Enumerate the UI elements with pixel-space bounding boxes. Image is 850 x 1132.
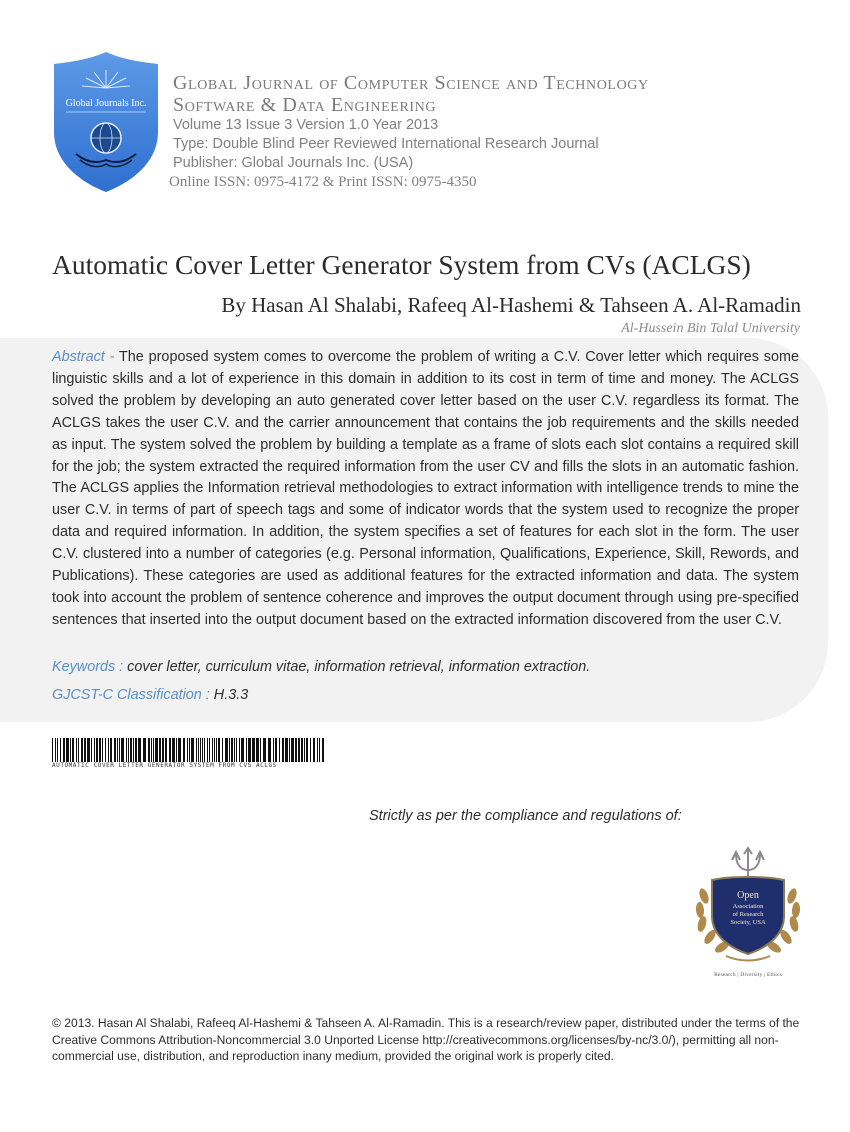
journal-volume: Volume 13 Issue 3 Version 1.0 Year 2013 bbox=[173, 117, 439, 133]
abstract-label: Abstract - bbox=[52, 349, 115, 365]
barcode-bar bbox=[260, 738, 261, 762]
journal-publisher: Publisher: Global Journals Inc. (USA) bbox=[173, 155, 414, 171]
barcode-bar bbox=[148, 738, 150, 762]
barcode-bar bbox=[121, 738, 124, 762]
barcode-bar bbox=[91, 738, 92, 762]
barcode-bar bbox=[130, 738, 132, 762]
logo-text: Global Journals Inc. bbox=[65, 98, 147, 109]
barcode-bar bbox=[282, 738, 284, 762]
barcode-bar bbox=[84, 738, 86, 762]
barcode-bar bbox=[52, 738, 53, 762]
barcode-bar bbox=[165, 738, 167, 762]
barcode-bar bbox=[99, 738, 101, 762]
trident-icon bbox=[732, 848, 764, 876]
barcode-bar bbox=[225, 738, 228, 762]
compliance-statement: Strictly as per the compliance and regulations of: bbox=[369, 808, 682, 824]
barcode-bar bbox=[135, 738, 137, 762]
abstract-body: The proposed system comes to overcome the problem of writing a C.V. Cover letter which requires some linguistic skills and a lot of experience in this domain in addition to its cost in term of time and money. The ACLGS solved the problem by developing an auto generated cover letter based on the user C.V. regardless its format. The ACLGS takes the user C.V. and the carrier announcement that contains the job requirements and the skills needed as input. The system solved the problem by building a template as a frame of slots each slot contains a required skill for the job; the system extracted the required information from the user CV and fills the slots in an automatic fashion. The ACLGS applies the Information retrieval methodologies to extract information with intelligence trends to mine the user C.V. in terms of part of speech tags and some of indicator words that the system used to recognize the proper data and required information. In addition, the system specifies a set of features for each slot in the form. The user C.V. clustered into a number of categories (e.g. Personal information, Qualifications, Experience, Skill, Rewords, and Publications). These categories are used as additional features for the extracted information and data. The system took into account the problem of sentence coherence and improves the output document through using pre-specified sentences that inserted into the output document based on the extracted information discovered from the user C.V. bbox=[52, 349, 799, 628]
journal-logo bbox=[52, 50, 160, 194]
seal-line4: Society, USA bbox=[730, 919, 766, 926]
barcode-bar bbox=[317, 738, 318, 762]
barcode-bar bbox=[94, 738, 95, 762]
keywords-value: cover letter, curriculum vitae, information retrieval, information extraction. bbox=[123, 659, 591, 675]
barcode-caption: AUTOMATIC COVER LETTER GENERATOR SYSTEM FROM CVS ACLGS bbox=[52, 762, 277, 769]
barcode-bar bbox=[138, 738, 141, 762]
barcode-bar bbox=[191, 738, 194, 762]
barcode-bar bbox=[252, 738, 255, 762]
barcode-bar bbox=[207, 738, 208, 762]
barcode-bar bbox=[298, 738, 300, 762]
barcode-bar bbox=[301, 738, 303, 762]
barcode-bar bbox=[78, 738, 79, 762]
barcode-bar bbox=[218, 738, 220, 762]
barcode-bar bbox=[126, 738, 127, 762]
barcode-bar bbox=[279, 738, 280, 762]
oars-tagline: Research | Diversity | Ethics bbox=[714, 972, 782, 978]
barcode-bar bbox=[234, 738, 235, 762]
barcode-bar bbox=[196, 738, 197, 762]
barcode-bar bbox=[222, 738, 223, 762]
journal-title-line1: Global Journal of Computer Science and Technology bbox=[173, 72, 649, 94]
barcode-bar bbox=[143, 738, 146, 762]
barcode-bar bbox=[110, 738, 112, 762]
barcode-bar bbox=[229, 738, 230, 762]
barcode-bar bbox=[214, 738, 215, 762]
barcode-bar bbox=[289, 738, 290, 762]
barcode-bar bbox=[169, 738, 171, 762]
barcode-bar bbox=[72, 738, 74, 762]
barcode-bar bbox=[55, 738, 56, 762]
barcode-bar bbox=[285, 738, 288, 762]
barcode-bar bbox=[155, 738, 158, 762]
barcode-bar bbox=[319, 738, 320, 762]
barcode-bar bbox=[117, 738, 118, 762]
barcode-bar bbox=[304, 738, 305, 762]
classification-label: GJCST-C Classification : bbox=[52, 687, 210, 703]
barcode-bar bbox=[183, 738, 185, 762]
paper-authors: By Hasan Al Shalabi, Rafeeq Al-Hashemi & Tahseen A. Al-Ramadin bbox=[221, 293, 801, 317]
keywords bbox=[52, 659, 590, 675]
barcode-bar bbox=[295, 738, 297, 762]
barcode-bar bbox=[268, 738, 271, 762]
barcode-bar bbox=[313, 738, 315, 762]
barcode-bar bbox=[176, 738, 177, 762]
barcode-bar bbox=[256, 738, 259, 762]
barcode-bar bbox=[128, 738, 129, 762]
barcode-bar bbox=[178, 738, 181, 762]
barcode-bar bbox=[209, 738, 210, 762]
classification bbox=[52, 687, 248, 703]
journal-title-line2: Software & Data Engineering bbox=[173, 94, 437, 116]
barcode-bar bbox=[60, 738, 61, 762]
barcode-bar bbox=[159, 738, 161, 762]
seal-line1: Open bbox=[737, 890, 759, 901]
abstract bbox=[52, 347, 799, 632]
barcode-bar bbox=[212, 738, 213, 762]
barcode-bar bbox=[275, 738, 277, 762]
barcode-bar bbox=[153, 738, 154, 762]
barcode-bar bbox=[102, 738, 103, 762]
barcode-bar bbox=[108, 738, 109, 762]
barcode-bar bbox=[81, 738, 83, 762]
paper-title: Automatic Cover Letter Generator System from CVs (ACLGS) bbox=[52, 249, 751, 280]
barcode-bar bbox=[187, 738, 188, 762]
barcode-bar bbox=[133, 738, 134, 762]
barcode-bar bbox=[63, 738, 65, 762]
barcode-bar bbox=[241, 738, 244, 762]
barcode-bar bbox=[202, 738, 203, 762]
barcode-bar bbox=[57, 738, 58, 762]
barcode-bar bbox=[306, 738, 308, 762]
journal-type: Type: Double Blind Peer Reviewed International Research Journal bbox=[173, 136, 599, 152]
barcode-bar bbox=[204, 738, 205, 762]
barcode-bar bbox=[273, 738, 274, 762]
barcode-bar bbox=[239, 738, 240, 762]
barcode-bar bbox=[263, 738, 266, 762]
barcode-bar bbox=[76, 738, 77, 762]
barcode-bar bbox=[310, 738, 311, 762]
barcode-bar bbox=[96, 738, 98, 762]
barcode bbox=[52, 738, 326, 762]
barcode-bar bbox=[246, 738, 247, 762]
barcode-bar bbox=[119, 738, 120, 762]
barcode-bar bbox=[87, 738, 90, 762]
barcode-bar bbox=[216, 738, 217, 762]
paper-affiliation: Al-Hussein Bin Talal University bbox=[621, 321, 800, 336]
barcode-bar bbox=[70, 738, 71, 762]
classification-value: H.3.3 bbox=[209, 687, 249, 703]
barcode-bar bbox=[151, 738, 152, 762]
barcode-bar bbox=[248, 738, 251, 762]
barcode-bar bbox=[322, 738, 324, 762]
barcode-bar bbox=[236, 738, 237, 762]
seal-line3: of Research bbox=[732, 911, 764, 918]
barcode-bar bbox=[291, 738, 294, 762]
journal-issn: Online ISSN: 0975-4172 & Print ISSN: 0975-4350 bbox=[169, 174, 477, 190]
barcode-bar bbox=[200, 738, 201, 762]
barcode-bar bbox=[172, 738, 175, 762]
keywords-label: Keywords : bbox=[52, 659, 124, 675]
barcode-bar bbox=[231, 738, 233, 762]
seal-line2: Association bbox=[732, 903, 764, 910]
barcode-bar bbox=[105, 738, 106, 762]
barcode-bar bbox=[114, 738, 116, 762]
journal-header bbox=[169, 72, 813, 192]
copyright-notice: © 2013. Hasan Al Shalabi, Rafeeq Al-Hashemi & Tahseen A. Al-Ramadin. This is a research/review paper, distributed under the terms of the Creative Commons Attribution-Noncommercial 3.0 Unported License http://creativecommons.org/licenses/by-nc/3.0/), permitting all non-commercial use, distribution, and reproduction inany medium, provided the original work is properly cited. bbox=[52, 1016, 800, 1063]
barcode-bar bbox=[189, 738, 190, 762]
barcode-bar bbox=[162, 738, 164, 762]
barcode-bar bbox=[66, 738, 69, 762]
oars-seal bbox=[690, 846, 806, 970]
barcode-bar bbox=[198, 738, 199, 762]
